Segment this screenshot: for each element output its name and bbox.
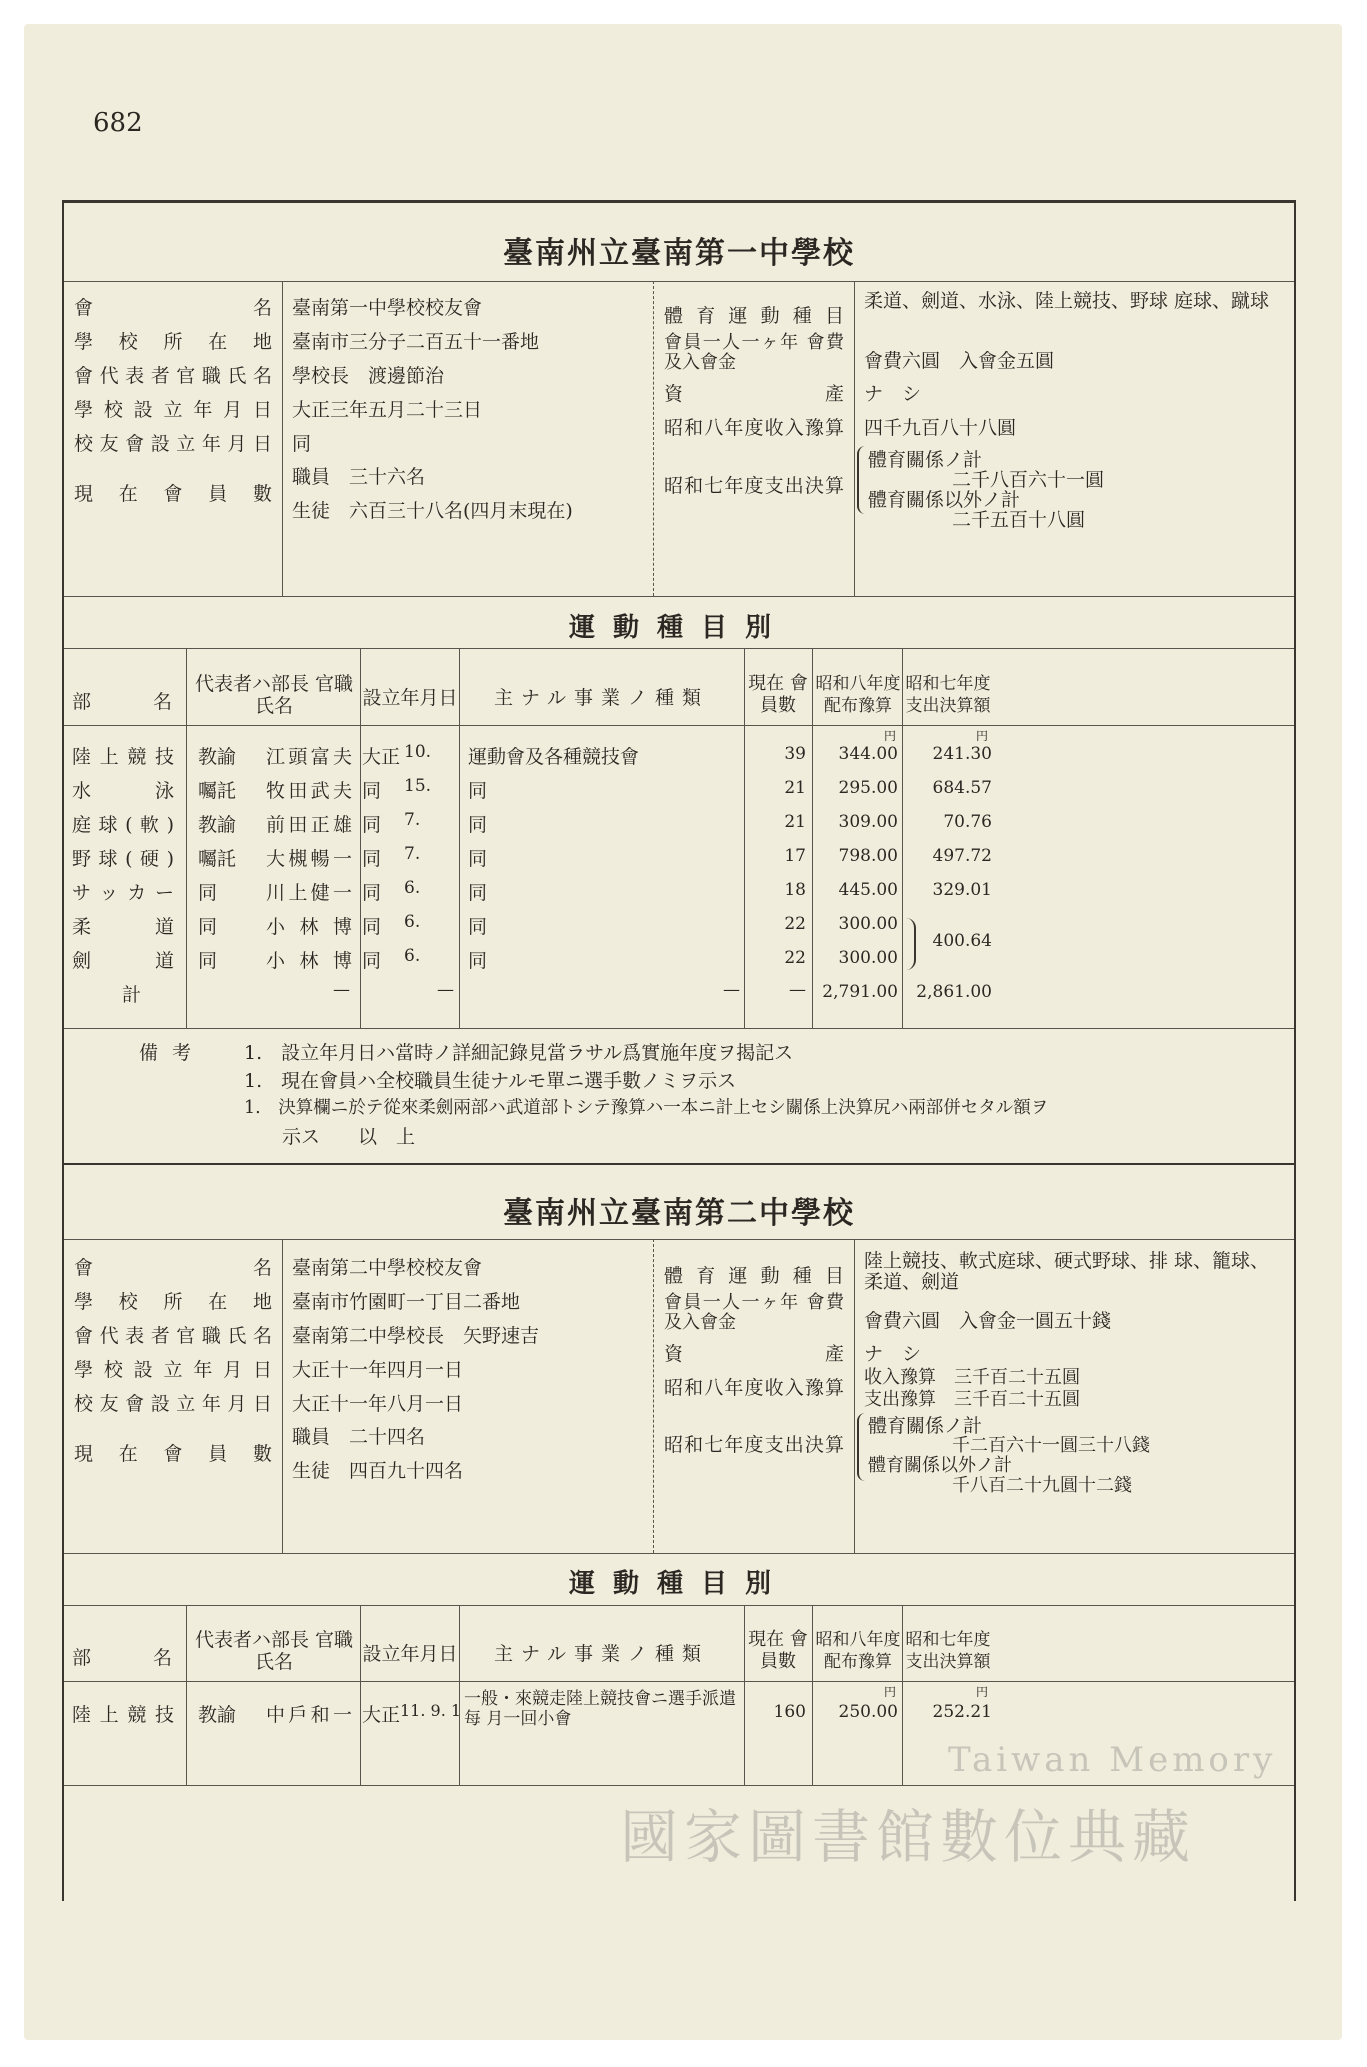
year: 7. [404,844,421,864]
info-label: 體育運動種目 [664,305,844,327]
rep-name: 大槻暢一 [266,848,352,870]
rep-title: 同 [198,950,218,972]
business: 同 [468,882,488,904]
info-value: 臺南第一中學校校友會 [292,297,483,319]
rep-name: 江頭富夫 [266,746,352,768]
divider [64,596,1294,597]
divider [902,648,903,1028]
budget: 344.00 [838,744,898,764]
info-value: 生徒 四百九十四名 [292,1460,464,1482]
info-value: 體育關係ノ計 [868,449,983,471]
note-line: 示ス 以 上 [282,1126,416,1148]
era: 同 [362,882,382,904]
year: 15. [404,776,432,796]
era: 同 [362,950,382,972]
sports-title: 運動種目別 [568,1569,789,1599]
era: 同 [362,848,382,870]
info-value: 會費六圓 入會金五圓 [864,350,1055,372]
divider [360,648,361,1028]
table-header: 設立年月日 [362,687,458,709]
info-value: 支出豫算 三千百二十五圓 [864,1389,1080,1410]
era: 同 [362,916,382,938]
members: 17 [784,846,806,866]
rep-name: 中戶和一 [266,1704,352,1726]
combined-expense: 400.64 [932,931,992,951]
total-label: 計 [122,984,142,1006]
rep-name: 小林博 [266,916,352,938]
budget: 309.00 [838,812,898,832]
year: 6. [404,878,421,898]
note-line: 1. 設立年月日ハ當時ノ詳細記錄見當ラサル爲實施年度ヲ揭記ス [244,1042,794,1064]
info-label: 會員一人一ヶ年 會費及入會金 [664,1292,844,1333]
info-value: 二千八百六十一圓 [952,469,1105,491]
info-value: 大正十一年四月一日 [292,1359,464,1381]
divider [282,281,283,596]
business: 同 [468,950,488,972]
dash: — [437,980,454,1000]
expense: 241.30 [932,744,992,764]
brace [857,446,867,514]
business: 同 [468,916,488,938]
info-label: 資產 [664,383,844,405]
info-label: 學校設立年月日 [74,399,272,421]
expense: 70.76 [943,812,992,832]
info-value: ナ シ [864,1343,922,1365]
budget: 445.00 [838,880,898,900]
era: 同 [362,814,382,836]
info-label: 現在會員數 [74,1443,272,1465]
table-header: 主ナル事業ノ種類 [493,1643,710,1665]
year: 6. [404,946,421,966]
business: 同 [468,780,488,802]
budget: 798.00 [838,846,898,866]
table-header: 昭和七年度 支出決算額 [905,674,991,716]
table-header: 昭和八年度 配布豫算 [815,1630,901,1672]
info-value: 同 [292,433,312,455]
info-value: 大正十一年八月一日 [292,1393,464,1415]
members: 39 [784,744,806,764]
info-label: 校友會設立年月日 [74,1393,272,1415]
info-label: 會名 [74,1257,272,1279]
table-header: 代表者ハ部長 官職氏名 [194,1629,354,1673]
expense: 497.72 [932,846,992,866]
members: 21 [784,812,806,832]
table-header: 設立年月日 [362,1643,458,1665]
info-label: 現在會員數 [74,483,272,505]
school2-title: 臺南州立臺南第二中學校 [503,1196,855,1231]
dept-name: サッカー [72,882,174,904]
info-label: 會代表者官職氏名 [74,365,272,387]
divider [64,281,1294,282]
document-frame [62,200,1296,1901]
divider [854,1239,855,1553]
dash: — [333,980,350,1000]
business: 同 [468,848,488,870]
info-value: 職員 二十四名 [292,1426,426,1448]
rep-title: 同 [198,882,218,904]
info-label: 會員一人一ヶ年 會費及入會金 [664,332,844,373]
rep-title: 教諭 [198,746,237,768]
info-value: ナ シ [864,383,922,405]
info-label: 學校設立年月日 [74,1359,272,1381]
info-label: 昭和七年度支出決算 [664,1434,844,1456]
year: 7. [404,810,421,830]
divider [854,281,855,596]
info-label: 昭和七年度支出決算 [664,475,844,497]
section-divider [64,1163,1294,1165]
divider [744,648,745,1028]
info-value: 臺南第二中學校校友會 [292,1257,483,1279]
business: 運動會及各種競技會 [468,746,640,768]
info-value: 臺南第二中學校長 矢野速吉 [292,1325,540,1347]
rep-name: 川上健一 [266,882,352,904]
rep-title: 囑託 [198,848,237,870]
total-budget: 2,791.00 [822,982,898,1002]
divider [459,1605,460,1785]
dept-name: 水泳 [72,780,174,802]
divider [186,1605,187,1785]
info-value: 收入豫算 三千百二十五圓 [864,1367,1080,1388]
dash: — [789,980,806,1000]
dept-name: 野球(硬) [72,848,174,870]
budget: 300.00 [838,914,898,934]
watermark-english: Taiwan Memory [948,1740,1277,1780]
divider [653,1239,654,1553]
dash: — [723,980,740,1000]
divider [360,1605,361,1785]
dept-name: 陸上競技 [72,746,174,768]
info-value: 體育關係以外ノ計 [868,1455,1012,1476]
dept-name: 劍道 [72,950,174,972]
note-line: 1. 現在會員ハ全校職員生徒ナルモ單ニ選手數ノミヲ示ス [244,1070,737,1092]
divider [64,1785,1294,1786]
total-expense: 2,861.00 [916,982,992,1002]
info-value: 二千五百十八圓 [952,509,1086,531]
business: 同 [468,814,488,836]
info-label: 會名 [74,297,272,319]
year: 11. 9. 1 [400,1701,462,1720]
divider [812,1605,813,1785]
info-label: 校友會設立年月日 [74,433,272,455]
rep-name: 小林博 [266,950,352,972]
info-value: 學校長 渡邊節治 [292,365,445,387]
table-header: 主ナル事業ノ種類 [493,687,710,709]
members: 160 [773,1702,806,1722]
divider [64,1605,1294,1606]
divider [64,1239,1294,1240]
table-header: 昭和八年度 配布豫算 [815,674,901,716]
year: 6. [404,912,421,932]
brace [857,1413,867,1481]
rep-title: 教諭 [198,814,237,836]
info-value: 生徒 六百三十八名(四月末現在) [292,500,573,522]
members: 21 [784,778,806,798]
info-value: 大正三年五月二十三日 [292,399,483,421]
info-label: 學校所在地 [74,331,272,353]
unit-label: 円 [883,729,896,743]
business: 一般・來競走陸上競技會ニ選手派遣每 月一回小會 [464,1689,736,1729]
expense: 329.01 [932,880,992,900]
info-value: 臺南市三分子二百五十一番地 [292,331,540,353]
notes-label: 備考 [139,1042,206,1064]
dept-name: 陸上競技 [72,1704,174,1726]
expense: 684.57 [932,778,992,798]
dept-name: 庭球(軟) [72,814,174,836]
info-value: 臺南市竹園町一丁目二番地 [292,1291,521,1313]
unit-label: 円 [975,729,988,743]
info-value: 千二百六十一圓三十八錢 [952,1435,1150,1456]
divider [459,648,460,1028]
info-value: 會費六圓 入會金一圓五十錢 [864,1310,1112,1332]
info-value: 體育關係以外ノ計 [868,489,1021,511]
table-header: 昭和七年度 支出決算額 [905,1630,991,1672]
sports-title: 運動種目別 [568,613,789,643]
info-value: 千八百二十九圓十二錢 [952,1475,1132,1496]
table-header: 現在 會員數 [748,673,808,716]
rep-title: 教諭 [198,1704,237,1726]
divider [64,648,1294,649]
rep-name: 牧田武夫 [266,780,352,802]
page-number: 682 [93,108,143,138]
rep-title: 同 [198,916,218,938]
divider [902,1605,903,1785]
info-label: 資產 [664,1343,844,1365]
era: 大正 [362,746,401,768]
school1-title: 臺南州立臺南第一中學校 [503,236,855,271]
info-value: 陸上競技、軟式庭球、硬式野球、排 球、籠球、柔道、劍道 [864,1250,1270,1293]
budget: 300.00 [838,948,898,968]
table-header: 部名 [72,691,172,713]
info-label: 昭和八年度收入豫算 [664,1377,844,1399]
era: 同 [362,780,382,802]
unit-label: 円 [975,1685,988,1699]
divider [64,725,1294,726]
note-line: 1. 決算欄ニ於テ從來柔劍兩部ハ武道部トシテ豫算ハ一本ニ計上セシ關係上決算尻ハ兩部併セタル額ヲ [244,1098,1049,1118]
table-header: 現在 會員數 [748,1629,808,1672]
dept-name: 柔道 [72,916,174,938]
info-value: 職員 三十六名 [292,466,426,488]
expense: 252.21 [932,1702,992,1722]
divider [653,281,654,596]
divider [186,648,187,1028]
divider [744,1605,745,1785]
table-header: 部名 [72,1647,172,1669]
members: 22 [784,914,806,934]
info-label: 會代表者官職氏名 [74,1325,272,1347]
info-label: 體育運動種目 [664,1265,844,1287]
table-header: 代表者ハ部長 官職氏名 [194,673,354,717]
budget: 250.00 [838,1702,898,1722]
members: 22 [784,948,806,968]
divider [812,648,813,1028]
info-value: 體育關係ノ計 [868,1415,983,1437]
info-value: 四千九百八十八圓 [864,417,1017,439]
watermark-library: 國家圖書館數位典藏 [620,1803,1197,1871]
unit-label: 円 [883,1685,896,1699]
divider [64,1553,1294,1554]
divider [64,1681,1294,1682]
info-value: 柔道、劍道、水泳、陸上競技、野球 庭球、蹴球 [864,290,1270,312]
rep-name: 前田正雄 [266,814,352,836]
divider [282,1239,283,1553]
budget: 295.00 [838,778,898,798]
rep-title: 囑託 [198,780,237,802]
divider [64,1028,1294,1029]
info-label: 昭和八年度收入豫算 [664,417,844,439]
year: 10. [404,742,432,762]
era: 大正 [362,1704,401,1726]
members: 18 [784,880,806,900]
info-label: 學校所在地 [74,1291,272,1313]
